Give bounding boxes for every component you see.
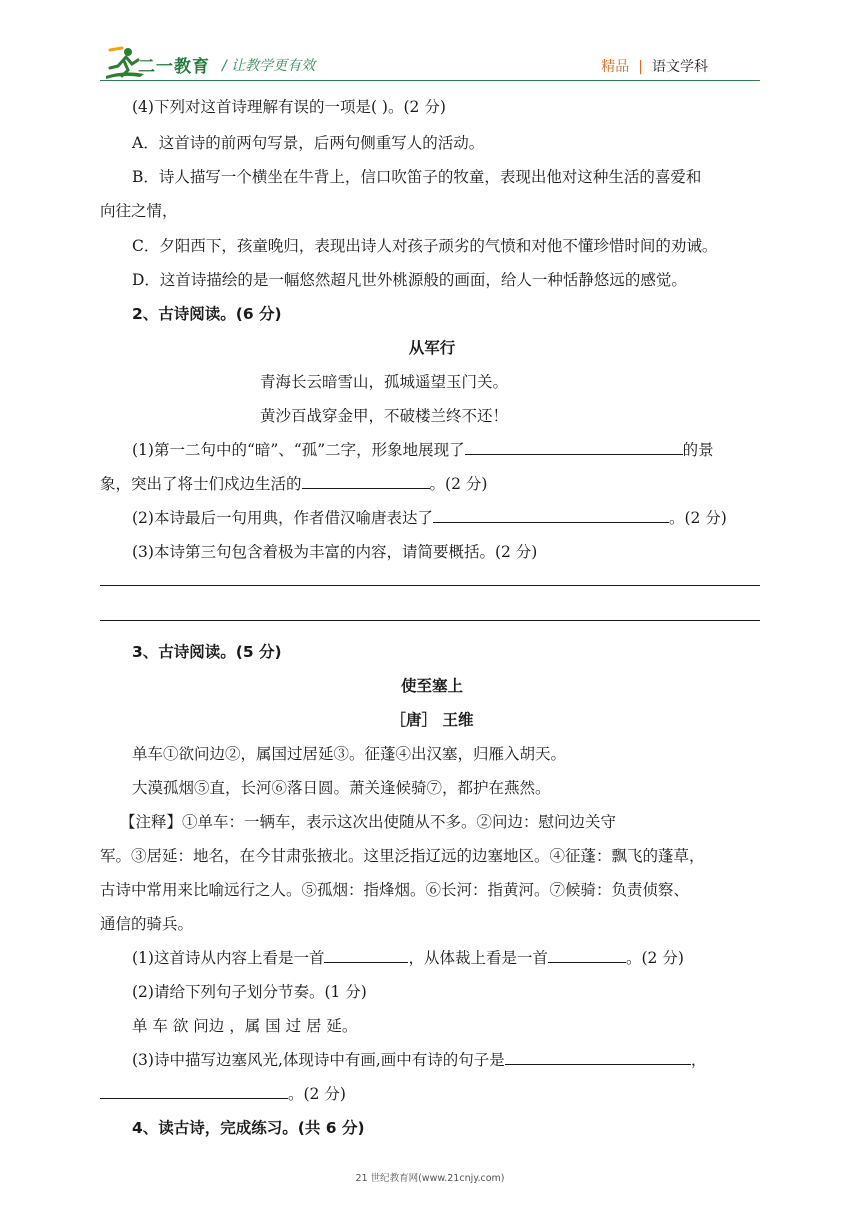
answer-line-1[interactable] [100,585,760,586]
q1-sub4: (4)下列对这首诗理解有误的一项是( )。(2 分) [132,98,446,116]
answer-line-2[interactable] [100,620,760,621]
q1-option-c: C．夕阳西下，孩童晚归，表现出诗人对孩子顽劣的气愤和对他不懂珍惜时间的劝诫。 [132,237,718,255]
brand-slogan: / 让教学更有效 [222,58,316,74]
q3-sub1-blank2[interactable] [548,948,626,963]
q3-rhythm-sentence: 单 车 欲 问边 ，属 国 过 居 延。 [132,1017,358,1035]
q3-sub3-line2 [100,1082,346,1104]
q2-sub1-text-a: (1)第一二句中的“暗”、“孤”二字，形象地展现了 [132,441,465,459]
premium-badge: 精品 [601,59,630,75]
q3-sub1-text-a: (1)这首诗从内容上看是一首 [132,949,325,967]
q2-sub1-blank1[interactable] [465,440,683,455]
q4-heading: 4、读古诗，完成练习。(共 6 分) [132,1119,365,1137]
q3-poem-title: 使至塞上 [400,677,463,695]
q3-sub1-text-b: ，从体裁上看是一首 [408,949,548,967]
q2-sub1-text-b: 的景 [682,441,714,459]
q3-sub3-text-a: (3)诗中描写边塞风光,体现诗中有画,画中有诗的句子是 [132,1051,505,1069]
q3-sub3-text-b: ， [690,1051,707,1069]
q3-sub1 [132,946,684,968]
q3-sub1-text-c: 。(2 分) [625,949,684,967]
q3-sub2: (2)请给下列句子划分节奏。(1 分) [132,983,367,1001]
q3-sub1-blank1[interactable] [324,948,408,963]
page-footer: 21 世纪教育网(www.21cnjy.com) [355,1173,505,1184]
q3-sub3-blank2[interactable] [100,1084,288,1099]
q3-poem-line2: 大漠孤烟⑤直，长河⑥落日圆。萧关逢候骑⑦，都护在燕然。 [132,779,551,797]
q2-sub1-blank2[interactable] [302,474,430,489]
header-right [601,56,708,76]
page-header [0,0,860,90]
q3-sub3-blank1[interactable] [505,1050,691,1065]
q2-poem-title: 从军行 [408,339,456,357]
q3-sub3-line1 [132,1048,706,1070]
q2-sub1-line2 [100,472,487,494]
q2-sub1-text-d: 。(2 分) [429,475,488,493]
q2-sub2 [132,506,727,528]
q1-option-b-line1: B．诗人描写一个横坐在牛背上，信口吹笛子的牧童，表现出他对这种生活的喜爱和 [132,168,702,186]
q2-sub1-text-c: 象，突出了将士们戍边生活的 [100,475,302,493]
q2-poem-line1: 青海长云暗雪山，孤城遥望玉门关。 [260,373,509,391]
header-divider [100,80,760,81]
q3-poem-line1: 单车①欲问边②，属国过居延③。征蓬④出汉塞，归雁入胡天。 [132,745,567,763]
q2-sub1-line1 [132,438,714,460]
subject-label: 语文学科 [652,59,708,75]
q3-note-line4: 通信的骑兵。 [100,915,194,933]
q3-heading: 3、古诗阅读。(5 分) [132,643,282,661]
q1-option-b-line2: 向往之情， [100,202,178,220]
q2-heading: 2、古诗阅读。(6 分) [132,305,282,323]
q3-note-line3: 古诗中常用来比喻远行之人。⑤孤烟：指烽烟。⑥长河：指黄河。⑦候骑：负责侦察、 [100,881,690,899]
q3-author: ［唐］ 王维 [390,711,474,729]
header-separator: | [638,59,643,75]
brand-name: 二一教育 [138,57,210,77]
q3-note-line1: 【注释】①单车：一辆车，表示这次出使随从不多。②问边：慰问边关守 [120,813,617,831]
q3-sub3-text-c: 。(2 分) [288,1085,346,1103]
q2-sub2-text-a: (2)本诗最后一句用典，作者借汉喻唐表达了 [132,509,433,527]
q1-option-a: A．这首诗的前两句写景，后两句侧重写人的活动。 [132,134,485,152]
q2-sub2-text-b: 。(2 分) [668,509,727,527]
q1-option-d: D．这首诗描绘的是一幅悠然超凡世外桃源般的画面，给人一种恬静悠远的感觉。 [132,271,687,289]
q2-sub2-blank[interactable] [433,508,669,523]
q2-poem-line2: 黄沙百战穿金甲，不破楼兰终不还！ [260,407,509,425]
q3-note-line2: 军。③居延：地名，在今甘肃张掖北。这里泛指辽远的边塞地区。④征蓬：飘飞的蓬草， [100,847,705,865]
q2-sub3: (3)本诗第三句包含着极为丰富的内容，请简要概括。(2 分) [132,543,538,561]
